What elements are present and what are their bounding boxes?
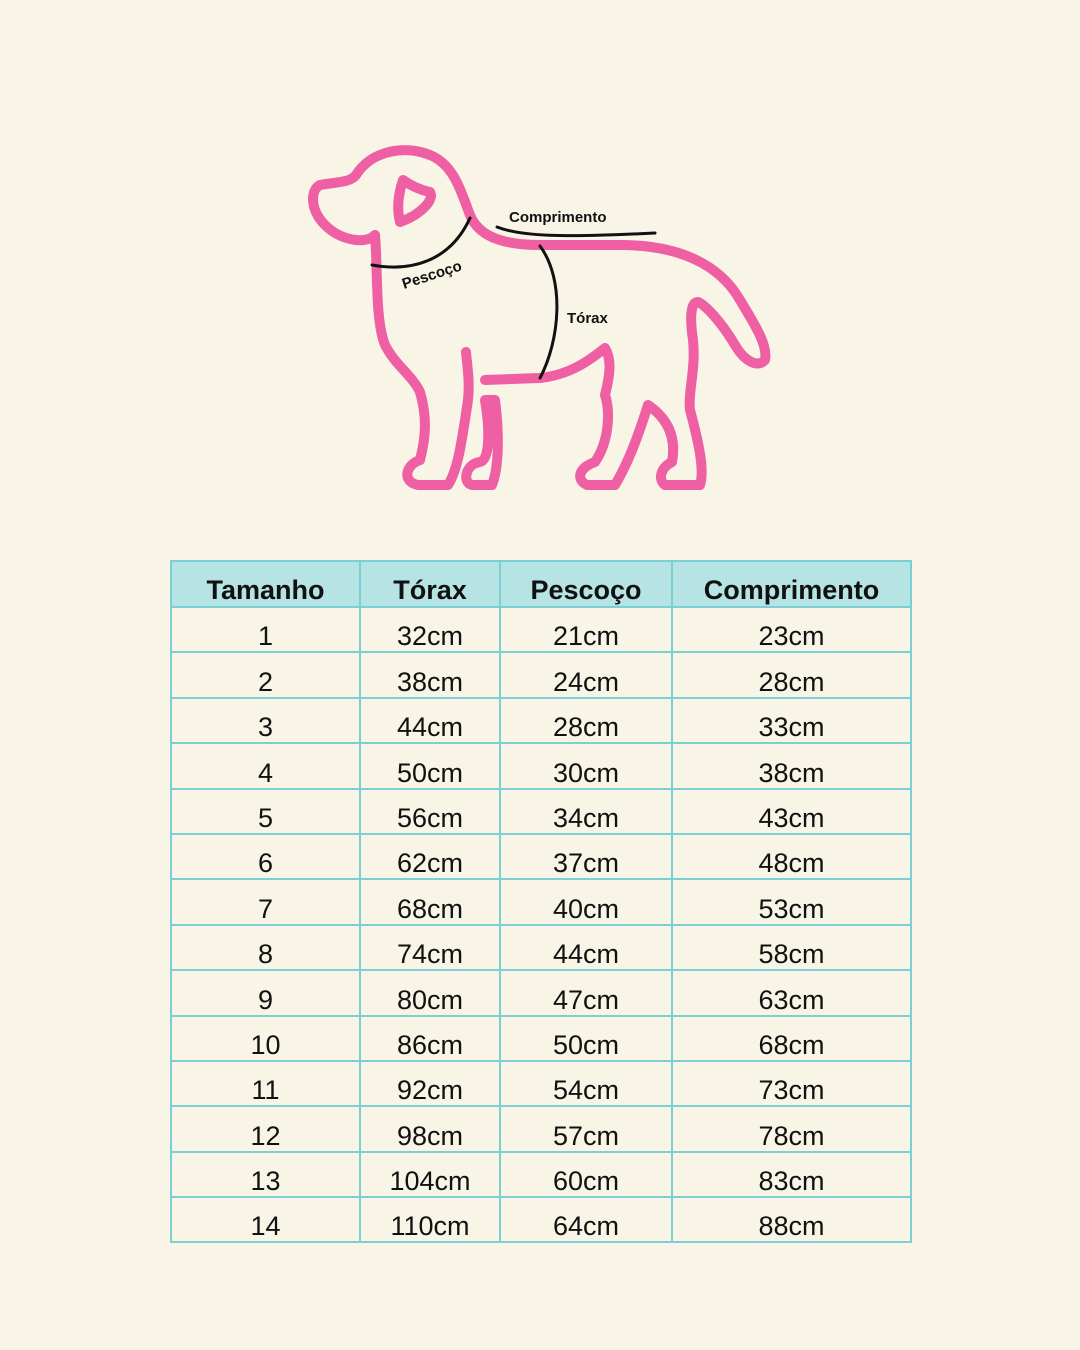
cell-length: 73cm <box>672 1061 911 1106</box>
cell-length: 43cm <box>672 789 911 834</box>
table-row <box>171 925 911 970</box>
table-row <box>171 743 911 788</box>
cell-length: 63cm <box>672 970 911 1015</box>
cell-neck: 24cm <box>500 652 672 697</box>
cell-length: 68cm <box>672 1016 911 1061</box>
cell-neck: 64cm <box>500 1197 672 1242</box>
dog-measurement-illustration <box>0 0 1080 540</box>
cell-size: 12 <box>171 1106 360 1151</box>
table-row <box>171 879 911 924</box>
cell-length: 78cm <box>672 1106 911 1151</box>
cell-neck: 57cm <box>500 1106 672 1151</box>
cell-chest: 74cm <box>360 925 500 970</box>
table-row <box>171 1061 911 1106</box>
cell-size: 13 <box>171 1152 360 1197</box>
cell-neck: 28cm <box>500 698 672 743</box>
cell-size: 5 <box>171 789 360 834</box>
cell-chest: 44cm <box>360 698 500 743</box>
cell-chest: 110cm <box>360 1197 500 1242</box>
cell-neck: 40cm <box>500 879 672 924</box>
cell-chest: 68cm <box>360 879 500 924</box>
cell-size: 9 <box>171 970 360 1015</box>
cell-size: 8 <box>171 925 360 970</box>
cell-length: 23cm <box>672 607 911 652</box>
cell-neck: 47cm <box>500 970 672 1015</box>
table-row <box>171 607 911 652</box>
cell-neck: 37cm <box>500 834 672 879</box>
table-row <box>171 834 911 879</box>
cell-length: 53cm <box>672 879 911 924</box>
table-body <box>171 607 911 1242</box>
cell-size: 3 <box>171 698 360 743</box>
length-label: Comprimento <box>509 209 607 226</box>
cell-length: 38cm <box>672 743 911 788</box>
cell-neck: 34cm <box>500 789 672 834</box>
chest-measure-line <box>540 246 557 378</box>
size-table <box>170 560 912 1243</box>
cell-chest: 32cm <box>360 607 500 652</box>
cell-size: 1 <box>171 607 360 652</box>
header-chest: Tórax <box>360 561 500 607</box>
cell-length: 88cm <box>672 1197 911 1242</box>
cell-chest: 38cm <box>360 652 500 697</box>
cell-neck: 50cm <box>500 1016 672 1061</box>
header-neck: Pescoço <box>500 561 672 607</box>
cell-size: 2 <box>171 652 360 697</box>
table-row <box>171 1016 911 1061</box>
cell-chest: 62cm <box>360 834 500 879</box>
cell-size: 14 <box>171 1197 360 1242</box>
table-row <box>171 1106 911 1151</box>
cell-length: 48cm <box>672 834 911 879</box>
header-size: Tamanho <box>171 561 360 607</box>
cell-neck: 60cm <box>500 1152 672 1197</box>
dog-outline-icon <box>313 150 765 485</box>
table-row <box>171 1152 911 1197</box>
cell-chest: 92cm <box>360 1061 500 1106</box>
cell-chest: 56cm <box>360 789 500 834</box>
cell-chest: 86cm <box>360 1016 500 1061</box>
cell-neck: 30cm <box>500 743 672 788</box>
cell-size: 7 <box>171 879 360 924</box>
length-measure-line <box>497 227 655 236</box>
table-row <box>171 1197 911 1242</box>
cell-size: 11 <box>171 1061 360 1106</box>
cell-length: 58cm <box>672 925 911 970</box>
cell-neck: 54cm <box>500 1061 672 1106</box>
table-row <box>171 970 911 1015</box>
cell-length: 83cm <box>672 1152 911 1197</box>
cell-length: 33cm <box>672 698 911 743</box>
table-row <box>171 698 911 743</box>
cell-neck: 21cm <box>500 607 672 652</box>
table-header-row <box>171 561 911 607</box>
cell-size: 6 <box>171 834 360 879</box>
cell-chest: 104cm <box>360 1152 500 1197</box>
neck-label: Pescoço <box>399 257 464 293</box>
chest-label: Tórax <box>567 310 608 327</box>
cell-size: 4 <box>171 743 360 788</box>
cell-chest: 80cm <box>360 970 500 1015</box>
cell-chest: 50cm <box>360 743 500 788</box>
cell-length: 28cm <box>672 652 911 697</box>
table-row <box>171 789 911 834</box>
cell-neck: 44cm <box>500 925 672 970</box>
header-length: Comprimento <box>672 561 911 607</box>
table-row <box>171 652 911 697</box>
cell-size: 10 <box>171 1016 360 1061</box>
cell-chest: 98cm <box>360 1106 500 1151</box>
